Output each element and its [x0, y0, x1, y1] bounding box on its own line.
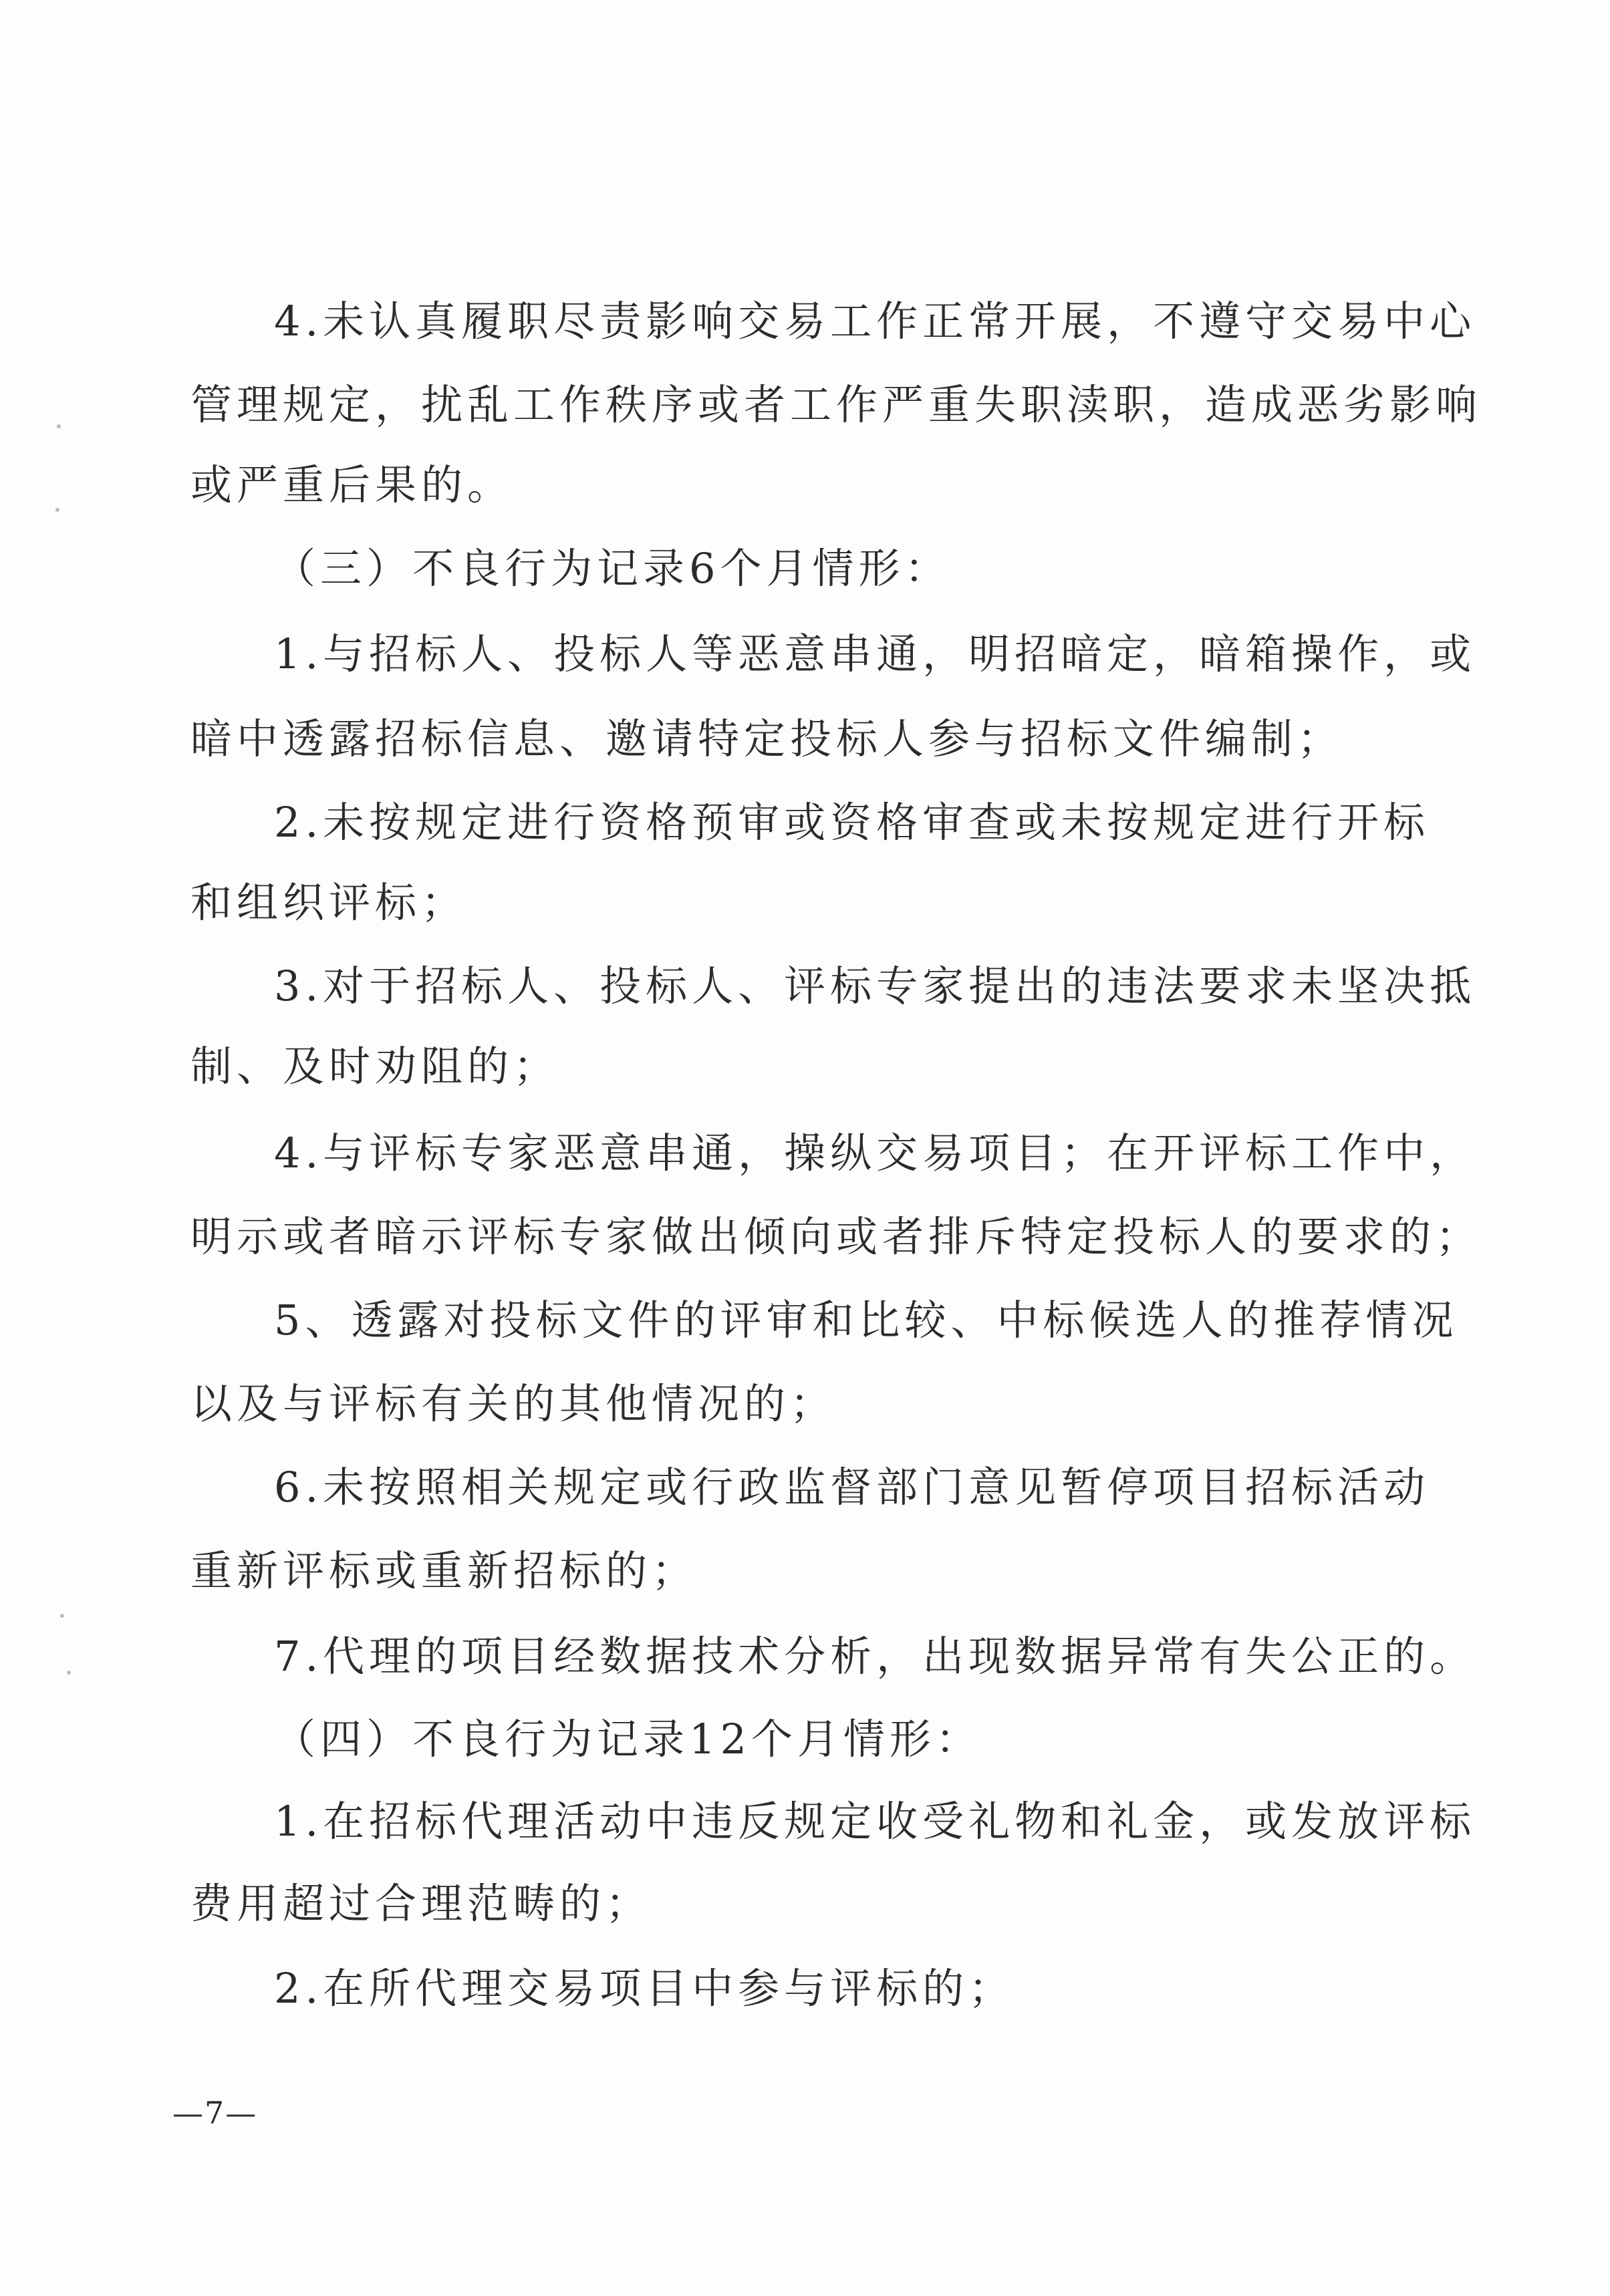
scan-speck [57, 424, 61, 428]
scan-speck [67, 1671, 71, 1675]
section-heading-3: （三）不良行为记录6个月情形： [274, 544, 951, 593]
text-line-2: 管理规定，扰乱工作秩序或者工作严重失职渎职，造成恶劣影响 [190, 380, 1482, 429]
text-line-3: 或严重后果的。 [190, 460, 514, 509]
text-line-13: 5、透露对投标文件的评审和比较、中标候选人的推荐情况 [274, 1296, 1458, 1344]
text-line-15: 6.未按照相关规定或行政监督部门意见暂停项目招标活动 [274, 1463, 1430, 1512]
text-line-19: 1.在招标代理活动中违反规定收受礼物和礼金，或发放评标 [274, 1797, 1476, 1846]
text-line-16: 重新评标或重新招标的； [190, 1546, 698, 1595]
text-line-20: 费用超过合理范畴的； [190, 1879, 652, 1928]
text-line-12: 明示或者暗示评标专家做出倾向或者排斥特定投标人的要求的； [190, 1212, 1482, 1261]
text-line-6: 暗中透露招标信息、邀请特定投标人参与招标文件编制； [190, 714, 1344, 763]
text-line-1: 4.未认真履职尽责影响交易工作正常开展，不遵守交易中心 [274, 297, 1476, 345]
section-heading-4: （四）不良行为记录12个月情形： [274, 1715, 982, 1763]
text-line-5: 1.与招标人、投标人等恶意串通，明招暗定，暗箱操作，或 [274, 629, 1476, 678]
text-line-14: 以及与评标有关的其他情况的； [190, 1379, 837, 1428]
scan-speck [60, 1614, 64, 1618]
text-line-10: 制、及时劝阻的； [190, 1042, 560, 1091]
scan-speck [55, 508, 59, 512]
text-line-17: 7.代理的项目经数据技术分析，出现数据异常有失公正的。 [274, 1632, 1476, 1681]
page-number: —7— [172, 2095, 258, 2131]
text-line-9: 3.对于招标人、投标人、评标专家提出的违法要求未坚决抵 [274, 962, 1476, 1010]
text-line-8: 和组织评标； [190, 878, 468, 927]
text-line-7: 2.未按规定进行资格预审或资格审查或未按规定进行开标 [274, 798, 1430, 847]
text-line-21: 2.在所代理交易项目中参与评标的； [274, 1964, 1015, 2013]
text-line-11: 4.与评标专家恶意串通，操纵交易项目；在开评标工作中， [274, 1129, 1476, 1177]
